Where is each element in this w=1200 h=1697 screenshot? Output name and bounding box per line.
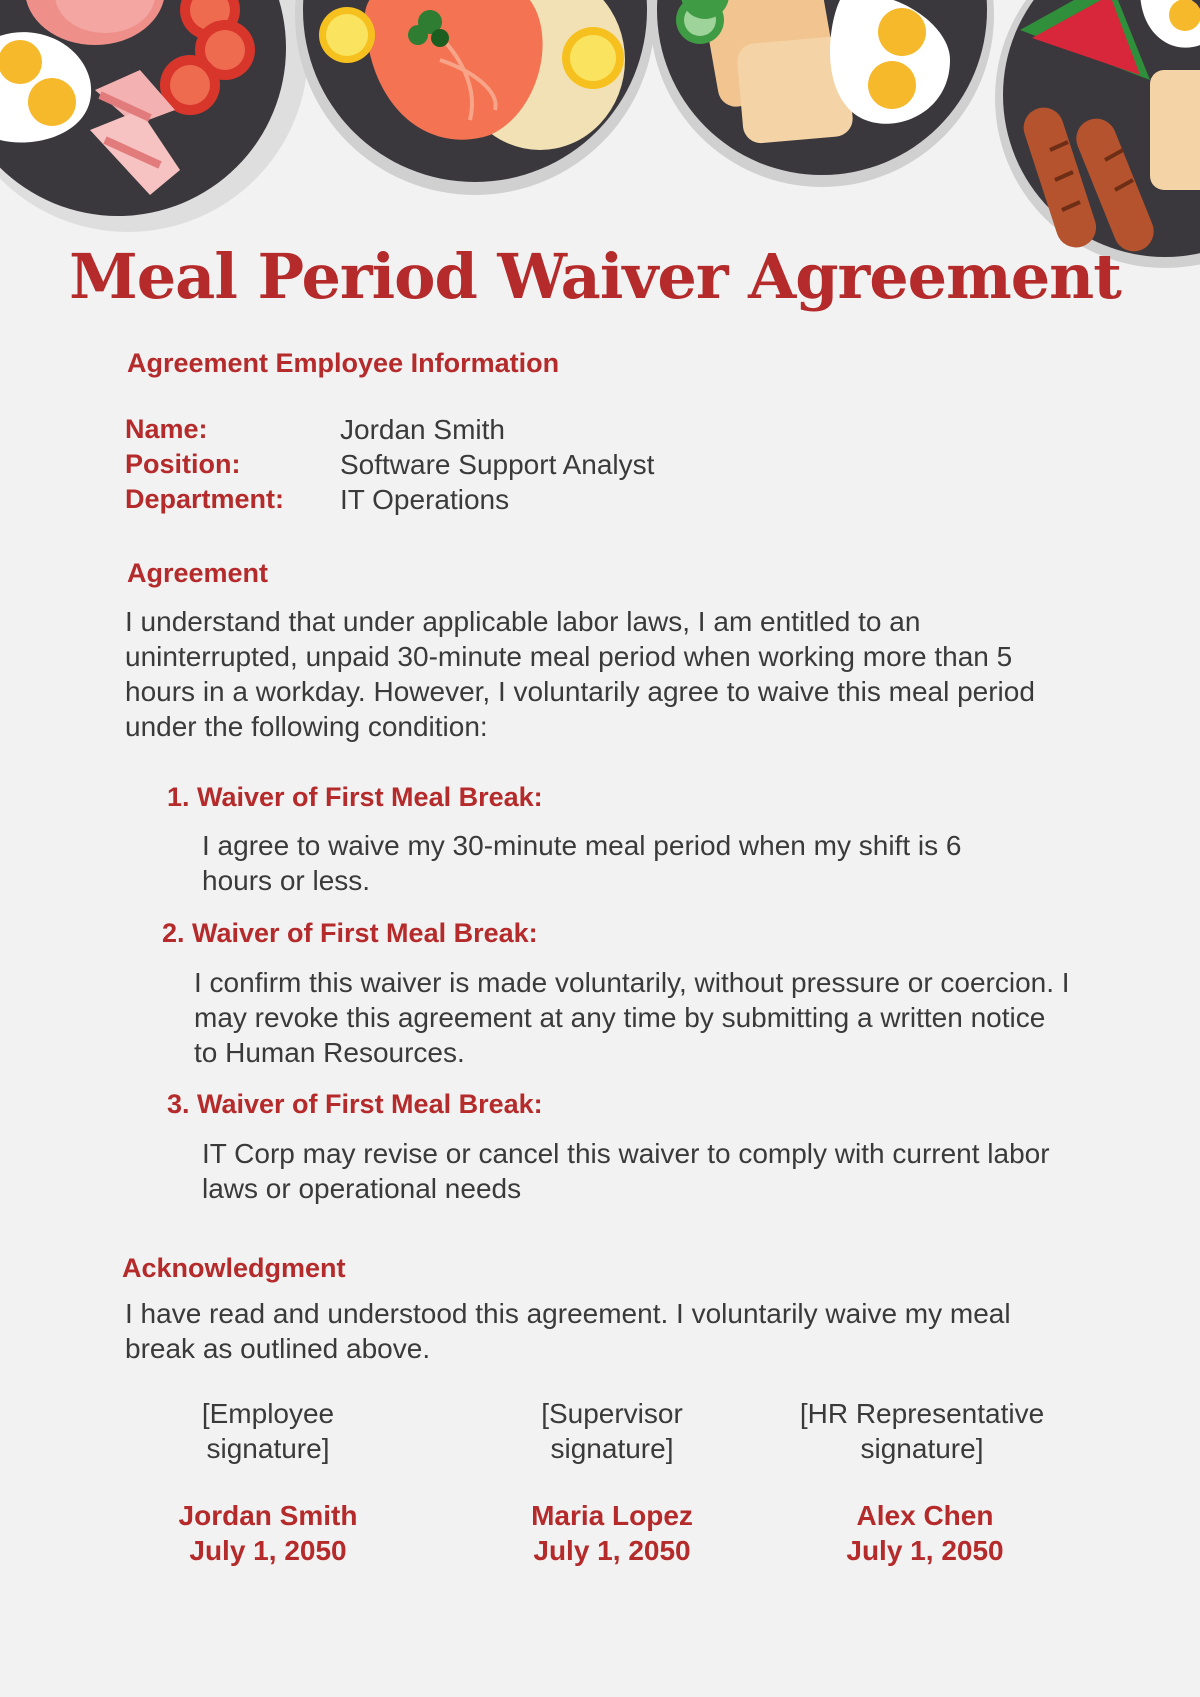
supervisor-signer-date: July 1, 2050 (533, 1535, 691, 1566)
department-label: Department: (125, 484, 285, 514)
plate-toast-eggs-icon (650, 0, 994, 187)
agreement-item-3-text: IT Corp may revise or cancel this waiver to comply with current labor laws or operational needs (202, 1138, 1050, 1204)
breakfast-plates-illustration (0, 0, 1200, 270)
acknowledgment-text: I have read and understood this agreement. I voluntarily waive my meal break as outlined above. (125, 1298, 1011, 1364)
supervisor-signature-label-line2: signature] (550, 1433, 674, 1464)
agreement-item-3-title: 3. Waiver of First Meal Break: (167, 1089, 543, 1119)
supervisor-signature-placeholder[interactable] (472, 1396, 752, 1466)
name-label: Name: (125, 414, 208, 444)
plate-sausage-watermelon-icon (995, 0, 1200, 268)
position-value: Software Support Analyst (340, 449, 655, 480)
name-value: Jordan Smith (340, 414, 505, 445)
supervisor-signer (472, 1498, 752, 1568)
employee-signature-label-line2: signature] (206, 1433, 330, 1464)
hr-signature-placeholder[interactable] (772, 1396, 1072, 1466)
employee-info-heading: Agreement Employee Information (127, 348, 560, 378)
agreement-item-1-text: I agree to waive my 30-minute meal period when my shift is 6 hours or less. (202, 830, 962, 896)
supervisor-signature-label-line1: [Supervisor (541, 1398, 683, 1429)
document-title: Meal Period Waiver Agreement (69, 240, 1121, 313)
employee-signer-name: Jordan Smith (178, 1500, 358, 1531)
hr-signer (785, 1498, 1065, 1568)
agreement-item-2-title: 2. Waiver of First Meal Break: (162, 918, 538, 948)
employee-signature-placeholder[interactable] (128, 1396, 408, 1466)
plate-salmon-icon (295, 0, 655, 195)
agreement-intro: I understand that under applicable labor laws, I am entitled to an uninterrupted, unpaid 30-minute meal period when working more than 5 hours in a workday. However, I voluntarily agree to waive this meal period under the following condition: (125, 606, 1035, 742)
agreement-item-2-text: I confirm this waiver is made voluntarily, without pressure or coercion. I may revoke this agreement at any time by submitting a written notice to Human Resources. (194, 967, 1070, 1068)
hr-signer-name: Alex Chen (856, 1500, 994, 1531)
hr-signature-label-line2: signature] (860, 1433, 984, 1464)
department-value: IT Operations (340, 484, 510, 515)
agreement-heading: Agreement (127, 558, 269, 588)
acknowledgment-heading: Acknowledgment (122, 1253, 346, 1283)
position-label: Position: (125, 449, 241, 479)
agreement-item-1-title: 1. Waiver of First Meal Break: (167, 782, 543, 812)
plate-eggs-bacon-icon (0, 0, 308, 232)
hr-signature-label-line1: [HR Representative (799, 1398, 1045, 1429)
employee-signature-label-line1: [Employee (201, 1398, 335, 1429)
employee-signer-date: July 1, 2050 (189, 1535, 347, 1566)
employee-signer (128, 1498, 408, 1568)
supervisor-signer-name: Maria Lopez (531, 1500, 693, 1531)
hr-signer-date: July 1, 2050 (846, 1535, 1004, 1566)
